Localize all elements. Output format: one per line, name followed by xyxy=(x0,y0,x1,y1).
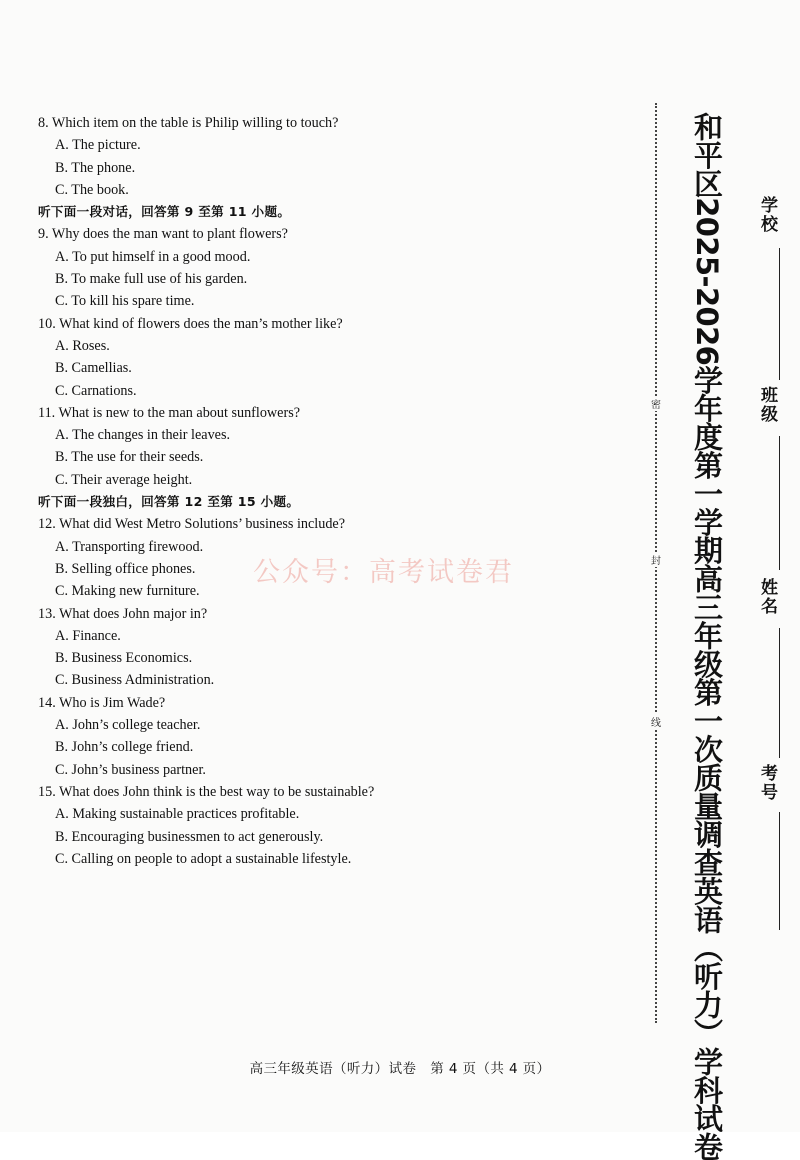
question-list xyxy=(38,112,598,870)
exam-title-vertical: 和平区2025-2026学年度第一学期高三年级第一次质量调查英语（听力）学科试卷 xyxy=(690,112,724,1160)
answer-option: C. The book. xyxy=(55,181,129,198)
field-line-school xyxy=(779,248,780,380)
page-footer: 高三年级英语（听力）试卷 第 4 页（共 4 页） xyxy=(249,1061,551,1077)
answer-option: A. The picture. xyxy=(55,137,141,154)
question-text: 14. Who is Jim Wade? xyxy=(38,694,166,711)
binding-mark-feng: 封 xyxy=(650,552,662,567)
answer-option: B. To make full use of his garden. xyxy=(55,271,248,288)
field-label-name: 姓名 xyxy=(757,578,777,616)
answer-option: A. John’s college teacher. xyxy=(55,717,201,734)
section-instruction: 听下面一段对话，回答第 9 至第 11 小题。 xyxy=(38,204,291,220)
field-label-class: 班级 xyxy=(757,386,777,424)
student-info-fields xyxy=(755,196,789,936)
question-text: 11. What is new to the man about sunflowers? xyxy=(38,404,301,421)
answer-option: B. Business Economics. xyxy=(55,650,193,667)
answer-option: C. Calling on people to adopt a sustainable lifestyle. xyxy=(55,850,352,867)
binding-mark-xian: 线 xyxy=(650,714,662,729)
field-line-class xyxy=(779,436,780,570)
answer-option: A. Transporting firewood. xyxy=(55,538,204,555)
question-text: 8. Which item on the table is Philip willing to touch? xyxy=(38,115,339,131)
answer-option: B. The use for their seeds. xyxy=(55,449,204,466)
field-line-exam-number xyxy=(779,812,780,930)
answer-option: C. Making new furniture. xyxy=(55,583,200,600)
answer-option: C. John’s business partner. xyxy=(55,761,206,778)
question-text: 10. What kind of flowers does the man’s mother like? xyxy=(38,315,343,332)
answer-option: C. Their average height. xyxy=(55,471,193,488)
question-text: 15. What does John think is the best way to be sustainable? xyxy=(38,783,375,800)
answer-option: C. To kill his spare time. xyxy=(55,293,195,310)
field-label-exam-number: 考号 xyxy=(757,764,777,802)
field-label-school: 学校 xyxy=(757,196,777,234)
answer-option: B. Encouraging businessmen to act generously. xyxy=(55,828,324,845)
binding-mark-mi: 密 xyxy=(650,396,662,411)
answer-option: C. Carnations. xyxy=(55,382,137,399)
answer-option: C. Business Administration. xyxy=(55,672,215,689)
field-line-name xyxy=(779,628,780,758)
answer-option: A. Roses. xyxy=(55,337,110,354)
answer-option: A. To put himself in a good mood. xyxy=(55,248,251,265)
answer-option: B. The phone. xyxy=(55,159,136,176)
watermark: 公众号：高考试卷君 xyxy=(253,557,514,588)
answer-option: A. The changes in their leaves. xyxy=(55,427,231,444)
question-text: 9. Why does the man want to plant flowers? xyxy=(38,226,288,243)
section-instruction: 听下面一段独白，回答第 12 至第 15 小题。 xyxy=(38,494,300,510)
question-text: 12. What did West Metro Solutions’ business include? xyxy=(38,516,346,533)
answer-option: B. Camellias. xyxy=(55,360,132,377)
answer-option: A. Finance. xyxy=(55,627,121,644)
answer-option: B. John’s college friend. xyxy=(55,739,194,756)
answer-option: B. Selling office phones. xyxy=(55,560,196,577)
question-text: 13. What does John major in? xyxy=(38,605,208,622)
answer-option: A. Making sustainable practices profitable. xyxy=(55,806,300,823)
